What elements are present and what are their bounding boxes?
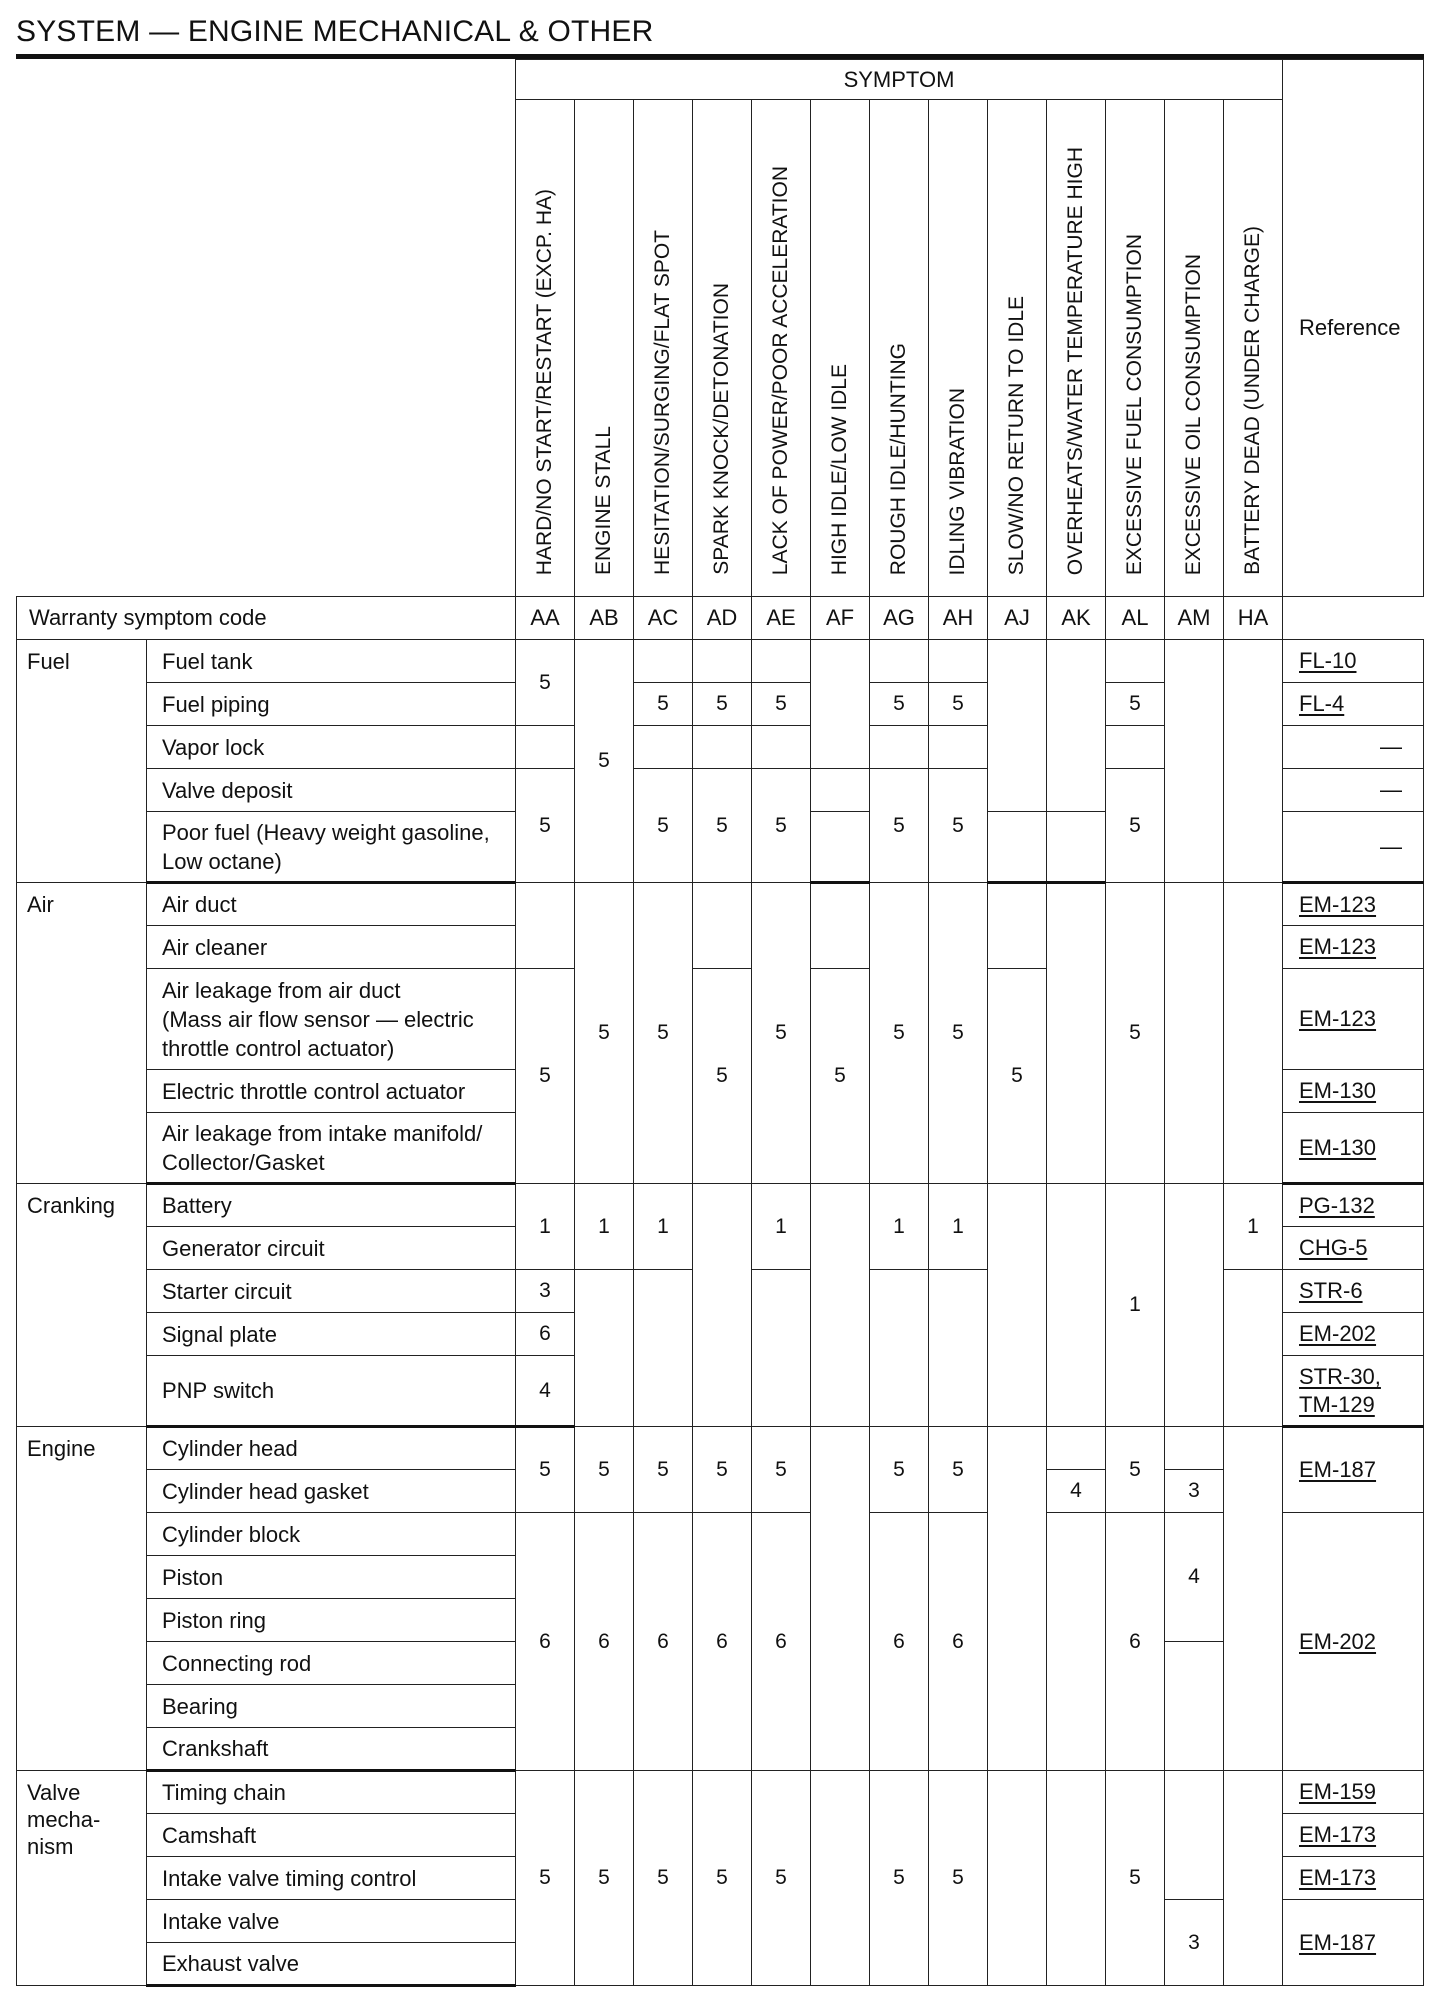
cell-value: 5	[1106, 769, 1165, 883]
cell-value: 5	[516, 769, 575, 883]
cell-empty	[811, 640, 870, 769]
cell-value: 1	[1224, 1184, 1283, 1270]
code-ak: AK	[1047, 597, 1106, 640]
cell-value: 1	[929, 1184, 988, 1270]
cell-value: 6	[516, 1313, 575, 1356]
code-ha: HA	[1224, 597, 1283, 640]
item-timing-chain: Timing chain	[147, 1771, 516, 1814]
cell-value: 5	[752, 883, 811, 1184]
cell-value: 6	[575, 1513, 634, 1771]
cell-empty	[1224, 883, 1283, 1184]
item-connecting-rod: Connecting rod	[147, 1642, 516, 1685]
cell-empty	[929, 640, 988, 683]
cell-value: 5	[929, 1771, 988, 1986]
item-cylinder-head: Cylinder head	[147, 1427, 516, 1470]
cell-empty	[1224, 1771, 1283, 1986]
cell-value: 6	[752, 1513, 811, 1771]
cell-value: 5	[1106, 1771, 1165, 1986]
code-ab: AB	[575, 597, 634, 640]
reference-link[interactable]: EM-173	[1283, 1857, 1424, 1900]
cell-empty	[988, 640, 1047, 812]
cell-empty	[929, 726, 988, 769]
cell-value: 6	[1106, 1513, 1165, 1771]
cell-empty	[1047, 883, 1106, 1184]
symptom-header-ha: BATTERY DEAD (UNDER CHARGE)	[1224, 100, 1283, 597]
cell-value: 1	[1106, 1184, 1165, 1427]
item-poor-fuel: Poor fuel (Heavy weight gasoline, Low octane)	[147, 812, 516, 883]
cell-empty	[634, 640, 693, 683]
group-fuel: Fuel	[17, 640, 147, 883]
reference-link[interactable]: FL-10	[1283, 640, 1424, 683]
cell-value: 5	[752, 769, 811, 883]
warranty-code-label: Warranty symptom code	[17, 597, 516, 640]
group-air: Air	[17, 883, 147, 1184]
cell-value: 5	[693, 769, 752, 883]
cell-value: 5	[634, 1771, 693, 1986]
symptom-header-am: EXCESSIVE OIL CONSUMPTION	[1165, 100, 1224, 597]
reference-link[interactable]: EM-130	[1283, 1113, 1424, 1184]
item-valve-deposit: Valve deposit	[147, 769, 516, 812]
symptom-header-af: HIGH IDLE/LOW IDLE	[811, 100, 870, 597]
cell-empty	[988, 1427, 1047, 1771]
cell-value: 5	[516, 1771, 575, 1986]
reference-none: —	[1283, 812, 1424, 883]
cell-empty	[1165, 1771, 1224, 1900]
cell-value: 5	[1106, 1427, 1165, 1513]
item-crankshaft: Crankshaft	[147, 1728, 516, 1771]
cell-empty	[870, 1270, 929, 1427]
cell-value: 5	[870, 683, 929, 726]
item-air-cleaner: Air cleaner	[147, 926, 516, 969]
reference-link[interactable]: EM-173	[1283, 1814, 1424, 1857]
reference-link[interactable]: EM-123	[1283, 883, 1424, 926]
cell-value: 1	[634, 1184, 693, 1270]
symptom-header-aj: SLOW/NO RETURN TO IDLE	[988, 100, 1047, 597]
reference-link[interactable]: EM-123	[1283, 969, 1424, 1070]
cell-value: 5	[752, 1427, 811, 1513]
item-signal-plate: Signal plate	[147, 1313, 516, 1356]
item-bearing: Bearing	[147, 1685, 516, 1728]
cell-empty	[1106, 726, 1165, 769]
cell-empty	[634, 726, 693, 769]
cell-empty	[988, 812, 1047, 883]
cell-empty	[870, 640, 929, 683]
cell-value: 6	[634, 1513, 693, 1771]
symptom-header-ag: ROUGH IDLE/HUNTING	[870, 100, 929, 597]
group-valve-mechanism: Valve mecha- nism	[17, 1771, 147, 1986]
item-generator-circuit: Generator circuit	[147, 1227, 516, 1270]
cell-value: 5	[693, 969, 752, 1184]
reference-none: —	[1283, 726, 1424, 769]
cell-value: 4	[1047, 1470, 1106, 1513]
cell-value: 5	[870, 883, 929, 1184]
cell-value: 5	[929, 1427, 988, 1513]
cell-value: 5	[1106, 883, 1165, 1184]
cell-empty	[929, 1270, 988, 1427]
reference-link[interactable]: EM-202	[1283, 1313, 1424, 1356]
group-cranking: Cranking	[17, 1184, 147, 1427]
cell-value: 5	[870, 769, 929, 883]
cell-empty	[1106, 640, 1165, 683]
cell-empty	[811, 769, 870, 812]
cell-empty	[1224, 1427, 1283, 1771]
cell-empty	[1047, 1184, 1106, 1427]
cell-value: 3	[516, 1270, 575, 1313]
reference-link[interactable]: STR-30, TM-129	[1283, 1356, 1424, 1427]
cell-value: 5	[634, 769, 693, 883]
item-pnp-switch: PNP switch	[147, 1356, 516, 1427]
symptom-header-aa: HARD/NO START/RESTART (EXCP. HA)	[516, 100, 575, 597]
cell-empty	[516, 726, 575, 769]
cell-value: 6	[870, 1513, 929, 1771]
cell-empty	[634, 1270, 693, 1427]
symptom-header-al: EXCESSIVE FUEL CONSUMPTION	[1106, 100, 1165, 597]
symptom-header-ad: SPARK KNOCK/DETONATION	[693, 100, 752, 597]
cell-empty	[693, 640, 752, 683]
code-ac: AC	[634, 597, 693, 640]
cell-value: 5	[516, 969, 575, 1184]
cell-empty	[752, 640, 811, 683]
cell-value: 5	[634, 1427, 693, 1513]
cell-value: 5	[516, 1427, 575, 1513]
cell-value: 1	[575, 1184, 634, 1270]
cell-value: 3	[1165, 1470, 1224, 1513]
code-ad: AD	[693, 597, 752, 640]
symptom-header: SYMPTOM	[516, 60, 1283, 100]
cell-value: 5	[752, 1771, 811, 1986]
cell-empty	[575, 1270, 634, 1427]
cell-empty	[1047, 1427, 1106, 1470]
cell-value: 5	[929, 883, 988, 1184]
cell-value: 6	[516, 1513, 575, 1771]
cell-empty	[988, 883, 1047, 969]
item-intake-valve-timing-control: Intake valve timing control	[147, 1857, 516, 1900]
cell-value: 5	[634, 683, 693, 726]
item-piston: Piston	[147, 1556, 516, 1599]
symptom-header-ac: HESITATION/SURGING/FLAT SPOT	[634, 100, 693, 597]
cell-value: 5	[575, 1427, 634, 1513]
cell-value: 6	[929, 1513, 988, 1771]
item-air-leak-manifold: Air leakage from intake manifold/ Collector/Gasket	[147, 1113, 516, 1184]
reference-none: —	[1283, 769, 1424, 812]
cell-value: 5	[693, 1427, 752, 1513]
cell-empty	[693, 883, 752, 969]
cell-value: 5	[811, 969, 870, 1184]
code-ag: AG	[870, 597, 929, 640]
symptom-header-ak: OVERHEATS/WATER TEMPERATURE HIGH	[1047, 100, 1106, 597]
cell-value: 5	[929, 683, 988, 726]
item-fuel-piping: Fuel piping	[147, 683, 516, 726]
reference-link[interactable]: STR-6	[1283, 1270, 1424, 1313]
cell-empty	[811, 812, 870, 883]
code-aa: AA	[516, 597, 575, 640]
item-starter-circuit: Starter circuit	[147, 1270, 516, 1313]
cell-empty	[1165, 1642, 1224, 1771]
reference-link[interactable]: CHG-5	[1283, 1227, 1424, 1270]
cell-empty	[1165, 883, 1224, 1184]
cell-value: 5	[575, 1771, 634, 1986]
cell-value: 6	[693, 1513, 752, 1771]
cell-empty	[988, 1184, 1047, 1427]
code-ah: AH	[929, 597, 988, 640]
cell-value: 5	[929, 769, 988, 883]
cell-value: 5	[516, 640, 575, 726]
cell-value: 5	[693, 683, 752, 726]
cell-empty	[1224, 640, 1283, 883]
reference-link[interactable]: EM-159	[1283, 1771, 1424, 1814]
item-camshaft: Camshaft	[147, 1814, 516, 1857]
cell-value: 5	[575, 883, 634, 1184]
cell-value: 1	[516, 1184, 575, 1270]
cell-empty	[1047, 812, 1106, 883]
cell-value: 5	[693, 1771, 752, 1986]
cell-empty	[1047, 1513, 1106, 1771]
symptom-header-ae: LACK OF POWER/POOR ACCELERATION	[752, 100, 811, 597]
cell-empty	[811, 1184, 870, 1427]
reference-link[interactable]: EM-187	[1283, 1427, 1424, 1513]
cell-value: 1	[752, 1184, 811, 1270]
item-exhaust-valve: Exhaust valve	[147, 1943, 516, 1986]
cell-empty	[693, 1184, 752, 1427]
item-air-duct: Air duct	[147, 883, 516, 926]
cell-value: 3	[1165, 1900, 1224, 1986]
code-aj: AJ	[988, 597, 1047, 640]
header-blank	[17, 60, 516, 597]
cell-value: 5	[870, 1427, 929, 1513]
cell-value: 1	[870, 1184, 929, 1270]
cell-value: 4	[516, 1356, 575, 1427]
item-intake-valve: Intake valve	[147, 1900, 516, 1943]
cell-empty	[811, 883, 870, 969]
symptom-header-ab: ENGINE STALL	[575, 100, 634, 597]
symptom-header-ah: IDLING VIBRATION	[929, 100, 988, 597]
reference-link[interactable]: EM-130	[1283, 1070, 1424, 1113]
cell-value: 5	[870, 1771, 929, 1986]
cell-empty	[811, 1427, 870, 1771]
item-battery: Battery	[147, 1184, 516, 1227]
cell-empty	[752, 1270, 811, 1427]
cell-value: 5	[1106, 683, 1165, 726]
item-cylinder-head-gasket: Cylinder head gasket	[147, 1470, 516, 1513]
cell-empty	[870, 726, 929, 769]
reference-link[interactable]: EM-202	[1283, 1513, 1424, 1771]
reference-link[interactable]: EM-123	[1283, 926, 1424, 969]
code-al: AL	[1106, 597, 1165, 640]
item-vapor-lock: Vapor lock	[147, 726, 516, 769]
cell-empty	[752, 726, 811, 769]
cell-value: 5	[575, 640, 634, 883]
reference-header: Reference	[1283, 60, 1424, 597]
cell-value: 5	[634, 883, 693, 1184]
cell-value: 4	[1165, 1513, 1224, 1642]
item-etc-actuator: Electric throttle control actuator	[147, 1070, 516, 1113]
cell-empty	[1165, 640, 1224, 883]
page-title: SYSTEM — ENGINE MECHANICAL & OTHER	[16, 15, 654, 48]
reference-link[interactable]: FL-4	[1283, 683, 1424, 726]
cell-empty	[1165, 1427, 1224, 1470]
cell-empty	[1047, 640, 1106, 812]
cell-value: 5	[988, 969, 1047, 1184]
cell-empty	[693, 726, 752, 769]
item-cylinder-block: Cylinder block	[147, 1513, 516, 1556]
item-piston-ring: Piston ring	[147, 1599, 516, 1642]
reference-link[interactable]: EM-187	[1283, 1900, 1424, 1986]
cell-value: 5	[752, 683, 811, 726]
cell-empty	[1047, 1771, 1106, 1986]
item-air-leak-duct: Air leakage from air duct (Mass air flow sensor — electric throttle control actuator)	[147, 969, 516, 1070]
code-ae: AE	[752, 597, 811, 640]
reference-link[interactable]: PG-132	[1283, 1184, 1424, 1227]
cell-empty	[988, 1771, 1047, 1986]
item-fuel-tank: Fuel tank	[147, 640, 516, 683]
cell-empty	[811, 1771, 870, 1986]
code-af: AF	[811, 597, 870, 640]
cell-empty	[1224, 1270, 1283, 1427]
symptom-matrix-table	[16, 59, 1424, 1987]
group-engine: Engine	[17, 1427, 147, 1771]
cell-empty	[1165, 1184, 1224, 1427]
cell-empty	[516, 883, 575, 969]
code-am: AM	[1165, 597, 1224, 640]
